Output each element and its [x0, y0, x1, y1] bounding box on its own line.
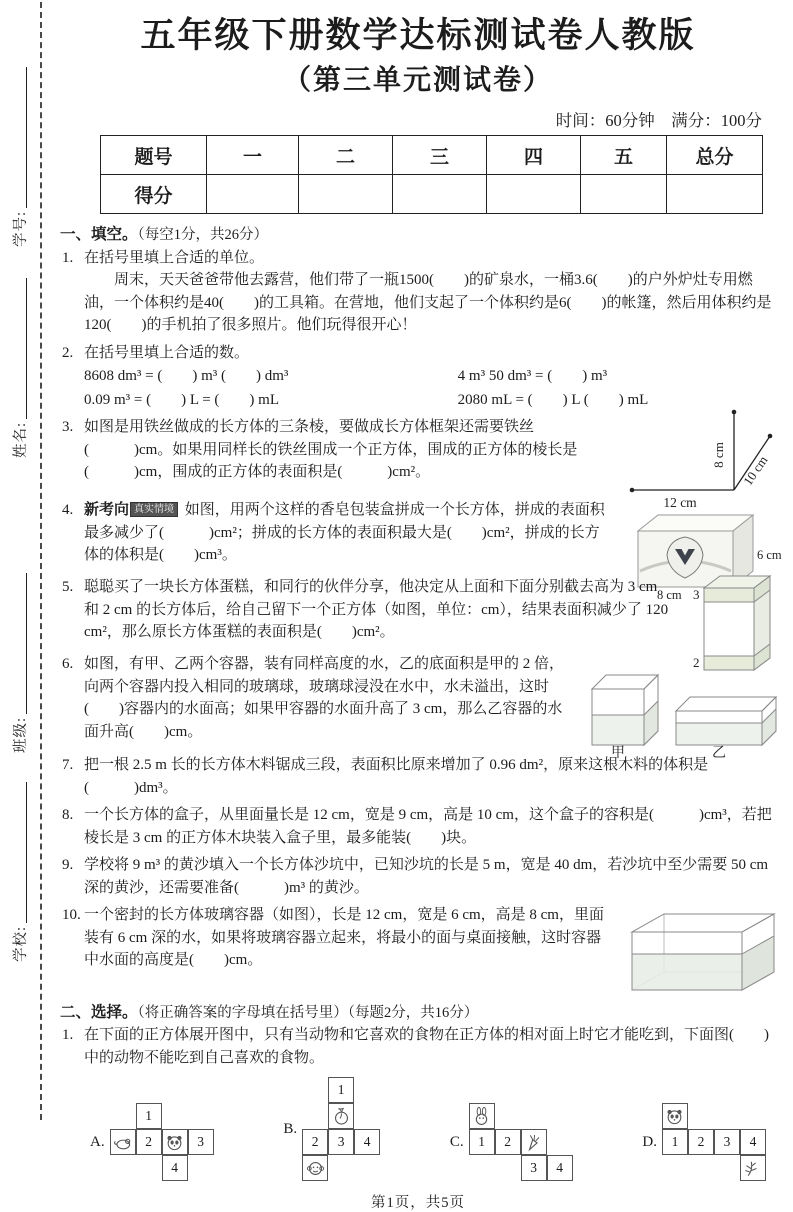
net-cell-number: 2 — [302, 1129, 328, 1155]
score-cell — [207, 175, 299, 214]
edge-length-vertical: 8 cm — [711, 442, 726, 468]
score-col-3: 三 — [393, 136, 487, 175]
sidebar-field-name — [6, 278, 30, 458]
new-exam-direction-badge: 新考向 — [84, 502, 130, 519]
question-1-paragraph: 周末，天天爸爸带他去露营，他们带了一瓶1500( )的矿泉水，一桶3.6( )的户外炉灶专用燃油，一个体积约是40( )的工具箱。在营地，他们支起了一个体积约是6( )的帐篷，然后用体积约是120( )的手机拍了很多照片。他们玩得很开心！ — [84, 272, 772, 334]
question-6 — [60, 653, 776, 762]
sidebar-dashed-divider — [40, 2, 42, 1120]
net-cell-number: 2 — [136, 1129, 162, 1155]
cut-height-top: 3 — [693, 587, 700, 603]
soap-box-height: 6 cm — [757, 548, 782, 563]
option-label: B. — [283, 1120, 298, 1137]
option-label: D. — [642, 1133, 657, 1150]
section-one-title: 一、填空。 — [60, 226, 138, 244]
score-table-score-row — [101, 175, 763, 214]
class-blank-line — [26, 573, 27, 714]
peach-icon — [328, 1103, 354, 1129]
question-text: 如图，用两个这样的香皂包装盒拼成一个长方体，拼成的表面积最多减少了( )cm²；拼成的长方体的表面积最大是( )cm²，拼成的长方体的体积是( )cm³。 — [84, 502, 605, 564]
question-number: 7. — [62, 757, 74, 774]
question-text: 如图，有甲、乙两个容器，装有同样高度的水，乙的底面积是甲的 2 倍，向两个容器内投入相同的玻璃球，玻璃球浸没在水中，水未溢出，这时( )容器内的水面高；如果甲容器的水面升高了 3 cm，那么乙容器的水面升高( )cm。 — [84, 656, 565, 740]
cube-net — [469, 1103, 573, 1181]
score-col-2: 二 — [299, 136, 393, 175]
question-text: 把一根 2.5 m 长的长方体木料锯成三段，表面积比原来增加了 0.96 dm²，原来这根木料的体积是( )dm³。 — [84, 757, 709, 796]
panda-icon — [662, 1103, 688, 1129]
conversion-row-1 — [84, 365, 776, 388]
page-title: 五年级下册数学达标测试卷人教版 — [140, 16, 696, 55]
carrot-icon — [521, 1129, 547, 1155]
panda-icon — [162, 1129, 188, 1155]
question-9 — [60, 854, 776, 899]
class-label: 班级: — [13, 716, 29, 753]
net-cell-number: 1 — [328, 1077, 354, 1103]
school-label: 学校: — [13, 925, 29, 962]
net-cell-number: 1 — [662, 1129, 688, 1155]
conversion-item: 2080 mL = ( ) L ( ) mL — [457, 391, 649, 408]
section-two-heading — [60, 1002, 776, 1024]
score-col-4: 四 — [487, 136, 581, 175]
school-blank-line — [26, 782, 27, 923]
student-id-blank-line — [26, 67, 27, 208]
question-1 — [60, 247, 776, 337]
question-10 — [60, 904, 776, 992]
section-one-heading — [60, 224, 776, 246]
question-text: 在括号里填上合适的单位。 — [84, 249, 265, 266]
conversion-item: 4 m³ 50 dm³ = ( ) m³ — [457, 368, 608, 385]
question-text: 如图是用铁丝做成的长方体的三条棱，要做成长方体框架还需要铁丝( )cm。如果用同样长的铁丝围成一个正方体，围成的正方体的棱长是( )cm，围成的正方体的表面积是( )cm²。 — [84, 419, 578, 481]
question-number: 1. — [62, 249, 74, 266]
net-cell-number: 3 — [714, 1129, 740, 1155]
container-jia-label: 甲 — [611, 746, 625, 762]
name-blank-line — [26, 278, 27, 419]
question-5 — [60, 576, 776, 671]
bamboo-icon — [740, 1155, 766, 1181]
section-two-question-1 — [60, 1024, 776, 1069]
page-subtitle: （第三单元测试卷） — [282, 65, 553, 97]
cube-net-option-c — [450, 1103, 573, 1181]
section-two-note: （将正确答案的字母填在括号里）（每题2分，共16分） — [137, 1005, 479, 1022]
question-number: 1. — [62, 1027, 74, 1044]
cube-net-option-a — [90, 1103, 214, 1181]
net-cell-number: 2 — [688, 1129, 714, 1155]
time-score-meta: 时间：60分钟 满分：100分 — [555, 111, 762, 131]
conversion-item: 8608 dm³ = ( ) m³ ( ) dm³ — [84, 368, 289, 385]
question-text: 在下面的正方体展开图中，只有当动物和它喜欢的食物在正方体的相对面上时它才能吃到，下面图( )中的动物不能吃到自己喜欢的食物。 — [84, 1027, 769, 1066]
question-text: 一个长方体的盒子，从里面量长是 12 cm，宽是 9 cm，高是 10 cm，这个盒子的容积是( )cm³，若把棱长是 3 cm 的正方体木块装入盒子里，最多能装( )块。 — [84, 807, 772, 846]
question-number: 5. — [62, 579, 74, 596]
sidebar-field-student-id — [6, 67, 30, 247]
score-col-total: 总分 — [667, 136, 763, 175]
question-number: 8. — [62, 807, 74, 824]
net-cell-number: 3 — [188, 1129, 214, 1155]
mouse-icon — [110, 1129, 136, 1155]
question-text: 学校将 9 m³ 的黄沙填入一个长方体沙坑中，已知沙坑的长是 5 m，宽是 40 dm，若沙坑中至少需要 50 cm 深的黄沙，还需要准备( )m³ 的黄沙。 — [84, 857, 769, 896]
score-col-5: 五 — [581, 136, 667, 175]
question-4 — [60, 499, 782, 603]
sidebar-field-school — [6, 782, 30, 962]
containers-figure — [586, 655, 782, 767]
student-id-label: 学号: — [13, 210, 29, 247]
net-cell-number: 4 — [547, 1155, 573, 1181]
container-yi-label: 乙 — [712, 746, 726, 762]
net-cell-number: 3 — [521, 1155, 547, 1181]
score-table-header-row — [101, 136, 763, 175]
option-label: A. — [90, 1133, 105, 1150]
score-cell — [667, 175, 763, 214]
paper-content — [60, 0, 782, 1212]
question-text: 在括号里填上合适的数。 — [84, 344, 250, 361]
question-text: 聪聪买了一块长方体蛋糕，和同行的伙伴分享，他决定从上面和下面分别截去高为 3 cm 和 2 cm 的长方体后，给自己留下一个正方体（如图，单位：cm），结果表面积减少了 120 cm²，那么原长方体蛋糕的表面积是( )cm²。 — [84, 579, 669, 641]
edge-length-bottom: 12 cm — [663, 495, 697, 511]
cube-net-option-d — [642, 1103, 766, 1181]
page-footer: 第1页，共5页 — [371, 1195, 465, 1212]
cube-net-option-b — [283, 1077, 380, 1181]
net-cell-number: 4 — [162, 1155, 188, 1181]
score-cell — [299, 175, 393, 214]
name-label: 姓名: — [13, 421, 29, 458]
net-cell-number: 3 — [328, 1129, 354, 1155]
cube-net — [302, 1077, 380, 1181]
cube-net — [662, 1103, 766, 1181]
net-cell-number: 1 — [136, 1103, 162, 1129]
score-col-1: 一 — [207, 136, 299, 175]
score-row-label: 得分 — [101, 175, 207, 214]
sidebar-field-class — [6, 573, 30, 753]
question-number: 2. — [62, 344, 74, 361]
score-table — [100, 135, 763, 214]
soap-box-length: 8 cm — [657, 588, 682, 603]
question-number: 4. — [62, 502, 74, 519]
score-cell — [581, 175, 667, 214]
net-cell-number: 1 — [469, 1129, 495, 1155]
cut-height-bottom: 2 — [693, 655, 700, 671]
net-cell-number: 4 — [740, 1129, 766, 1155]
glass-container-figure — [626, 904, 782, 1004]
option-row — [90, 1077, 766, 1181]
question-number: 9. — [62, 857, 74, 874]
question-number: 6. — [62, 656, 74, 673]
question-7 — [60, 754, 776, 799]
score-col-header: 题号 — [101, 136, 207, 175]
cube-net — [110, 1103, 214, 1181]
edge-length-diagonal: 10 cm — [740, 452, 771, 489]
net-cell-number: 4 — [354, 1129, 380, 1155]
question-text: 一个密封的长方体玻璃容器（如图），长是 12 cm，宽是 6 cm，高是 8 cm，里面装有 6 cm 深的水，如果将玻璃容器立起来，将最小的面与桌面接触，这时容器中水面的高度是( )cm。 — [84, 907, 604, 969]
section-two-title: 二、选择。 — [60, 1004, 138, 1022]
rabbit-icon — [469, 1103, 495, 1129]
question-number: 10. — [62, 907, 81, 924]
section-one-note: （每空1分，共26分） — [137, 227, 269, 244]
score-cell — [393, 175, 487, 214]
option-label: C. — [449, 1133, 464, 1150]
conversion-item: 0.09 m³ = ( ) L = ( ) mL — [84, 391, 280, 408]
question-number: 3. — [62, 419, 74, 436]
net-cell-number: 2 — [495, 1129, 521, 1155]
monkey-icon — [302, 1155, 328, 1181]
question-8 — [60, 804, 776, 849]
score-cell — [487, 175, 581, 214]
real-context-tag: 真实情境 — [130, 502, 178, 517]
